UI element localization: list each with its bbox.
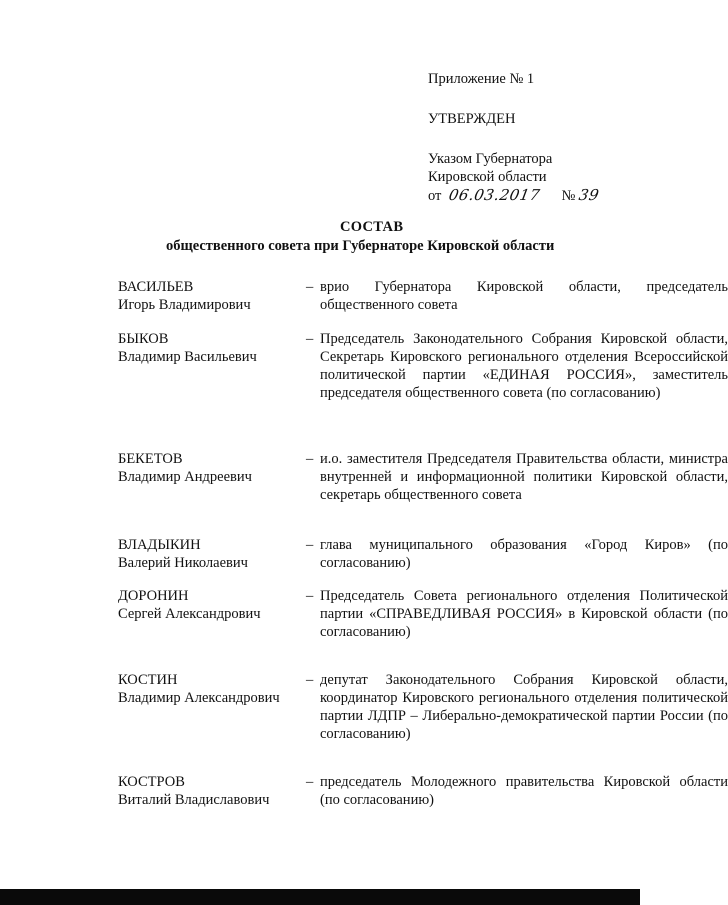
handwritten-number: 39 (577, 186, 601, 204)
member-given-name: Игорь Владимирович (118, 297, 251, 313)
approved-label: УТВЕРЖДЕН (428, 111, 516, 127)
appendix-label: Приложение № 1 (428, 71, 535, 87)
decree-date-number (428, 186, 628, 205)
member-name (118, 330, 303, 366)
member-dash: – (306, 537, 314, 553)
member-role: председатель Молодежного правительства Кировской области (по согласованию) (320, 774, 728, 808)
member-dash: – (306, 331, 314, 347)
member-role: Председатель Законодательного Собрания Кировской области, Секретарь Кировского регионального отделения Всероссийской политической партии «ЕДИНАЯ РОССИЯ», заместитель председателя общественного совета (по согласованию) (320, 331, 728, 401)
member-given-name: Владимир Андреевич (118, 469, 252, 485)
member-role: и.о. заместителя Председателя Правительства области, министра внутренней и информационной политики Кировской области, секретарь общественного совета (320, 451, 728, 503)
decree-line-2: Кировской области (428, 169, 547, 185)
member-name (118, 773, 303, 809)
member-surname: ВЛАДЫКИН (118, 537, 201, 553)
title-line-2: общественного совета при Губернаторе Кировской области (166, 238, 555, 254)
member-given-name: Владимир Васильевич (118, 349, 257, 365)
scan-edge-bar (0, 889, 640, 905)
member-given-name: Сергей Александрович (118, 606, 261, 622)
member-surname: БЕКЕТОВ (118, 451, 183, 467)
member-surname: КОСТИН (118, 672, 178, 688)
decree-line-1: Указом Губернатора (428, 151, 553, 167)
number-prefix: № (561, 188, 576, 204)
member-given-name: Валерий Николаевич (118, 555, 248, 571)
member-surname: КОСТРОВ (118, 774, 185, 790)
member-given-name: Владимир Александрович (118, 690, 280, 706)
title-line-1: СОСТАВ (340, 219, 404, 235)
member-given-name: Виталий Владиславович (118, 792, 270, 808)
member-dash: – (306, 588, 314, 604)
member-name (118, 450, 303, 486)
member-surname: ДОРОНИН (118, 588, 189, 604)
member-name (118, 536, 303, 572)
member-name (118, 587, 303, 623)
member-surname: БЫКОВ (118, 331, 169, 347)
approval-block (428, 70, 628, 205)
member-dash: – (306, 774, 314, 790)
member-name (118, 278, 303, 314)
member-dash: – (306, 279, 314, 295)
member-role: глава муниципального образования «Город Киров» (по согласованию) (320, 537, 728, 571)
member-surname: ВАСИЛЬЕВ (118, 279, 194, 295)
member-role: врио Губернатора Кировской области, председатель общественного совета (320, 279, 728, 313)
member-role: депутат Законодательного Собрания Кировской области, координатор Кировского регионального отделения политической партии ЛДПР – Либерально-демократической партии России (по согласованию) (320, 672, 728, 742)
member-dash: – (306, 672, 314, 688)
handwritten-date: 06.03.2017 (447, 186, 542, 204)
member-dash: – (306, 451, 314, 467)
member-name (118, 671, 303, 707)
date-prefix: от (428, 188, 442, 204)
member-role: Председатель Совета регионального отделения Политической партии «СПРАВЕДЛИВАЯ РОССИЯ» в Кировской области (по согласованию) (320, 588, 728, 640)
